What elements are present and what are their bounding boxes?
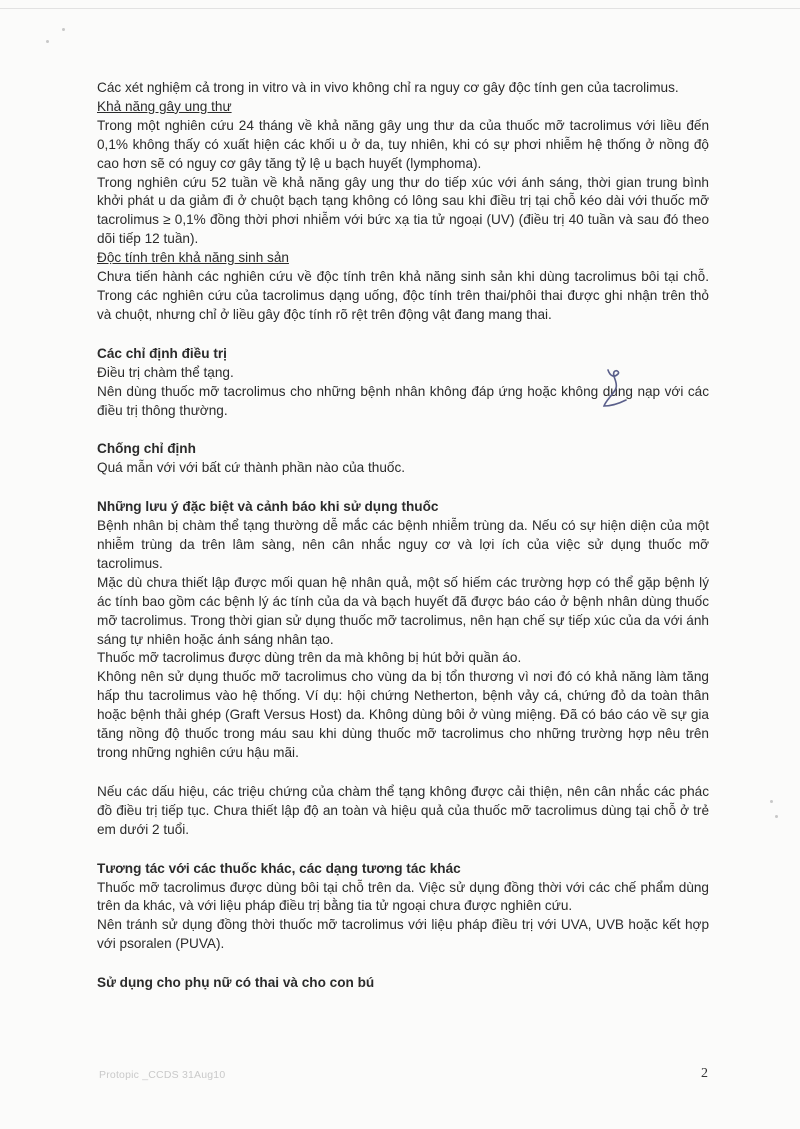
top-edge-line <box>0 8 800 9</box>
scan-speck <box>770 800 773 803</box>
warnings-paragraph-3: Thuốc mỡ tacrolimus được dùng trên da mà không bị hút bởi quần áo. <box>97 650 522 666</box>
indications-line-2: Nên dùng thuốc mỡ tacrolimus cho những bệnh nhân không đáp ứng hoặc không dung nạp với các điều trị thông thường. <box>97 383 709 418</box>
reproductive-toxicity-subheading: Độc tính trên khả năng sinh sản <box>97 250 289 266</box>
warnings-heading: Những lưu ý đặc biệt và cảnh báo khi sử dụng thuốc <box>97 499 439 515</box>
interactions-heading: Tương tác với các thuốc khác, các dạng tương tác khác <box>97 860 461 876</box>
indications-heading: Các chỉ định điều trị <box>97 345 227 361</box>
genotoxicity-paragraph: Các xét nghiệm cả trong in vitro và in vivo không chỉ ra nguy cơ gây độc tính gen của tacrolimus. <box>97 80 679 95</box>
carcinogenicity-subheading: Khả năng gây ung thư <box>97 98 232 114</box>
footer-doc-reference: Protopic _CCDS 31Aug10 <box>99 1069 226 1081</box>
interactions-paragraph-2: Nên tránh sử dụng đồng thời thuốc mỡ tacrolimus với liệu pháp điều trị với UVA, UVB hoặc kết hợp với psoralen (PUVA). <box>97 917 709 952</box>
interactions-paragraph-1: Thuốc mỡ tacrolimus được dùng bôi tại chỗ trên da. Việc sử dụng đồng thời với các chế phẩm dùng trên da khác, và với liệu pháp điều trị bằng tia tử ngoại chưa được nghiên cứu. <box>97 879 709 914</box>
reproductive-toxicity-paragraph: Chưa tiến hành các nghiên cứu về độc tính trên khả năng sinh sản khi dùng tacrolimus bôi tại chỗ. Trong các nghiên cứu của tacrolimus dạng uống, độc tính trên thai/phôi thai được ghi nhận trên thỏ và chuột, nhưng chỉ ở liều gây độc tính rõ rệt trên động vật đang mang thai. <box>97 269 709 322</box>
carcinogenicity-paragraph-2: Trong nghiên cứu 52 tuần về khả năng gây ung thư do tiếp xúc với ánh sáng, thời gian trung bình khởi phát u da giảm đi ở chuột bạch tạng không có lông sau khi điều trị tại chỗ kéo dài với thuốc mỡ tacrolimus ≥ 0,1% đồng thời phơi nhiễm với bức xạ tia tử ngoại (UV) (điều trị 40 tuần và sau đó theo dõi tiếp 12 tuần). <box>97 174 709 247</box>
document-body <box>97 79 709 993</box>
warnings-paragraph-1: Bệnh nhân bị chàm thể tạng thường dễ mắc các bệnh nhiễm trùng da. Nếu có sự hiện diện của một nhiễm trùng da trên lâm sàng, nên cân nhắc nguy cơ và lợi ích của việc sử dụng thuốc mỡ tacrolimus. <box>97 518 709 571</box>
scan-speck <box>46 40 49 43</box>
handwritten-signature <box>596 366 636 414</box>
warnings-paragraph-2: Mặc dù chưa thiết lập được mối quan hệ nhân quả, một số hiếm các trường hợp có thể gặp bệnh lý ác tính bao gồm các bệnh lý ác tính của da và bạch huyết đã được báo cáo ở bệnh nhân dùng thuốc mỡ tacrolimus. Trong thời gian sử dụng thuốc mỡ tacrolimus, nên hạn chế sự tiếp xúc của da với ánh sáng tự nhiên hoặc ánh sáng nhân tạo. <box>97 574 709 647</box>
carcinogenicity-paragraph-1: Trong một nghiên cứu 24 tháng về khả năng gây ung thư da của thuốc mỡ tacrolimus với liều đến 0,1% không thấy có xuất hiện các khối u ở da, tuy nhiên, khi có sự phơi nhiễm hệ thống ở nồng độ cao hơn sẽ có nguy cơ gây tăng tỷ lệ u bạch huyết (lymphoma). <box>97 117 709 171</box>
warnings-paragraph-4: Không nên sử dụng thuốc mỡ tacrolimus cho vùng da bị tổn thương vì nơi đó có khả năng làm tăng hấp thu tacrolimus vào hệ thống. Ví dụ: hội chứng Netherton, bệnh vảy cá, chứng đỏ da toàn thân hoặc bệnh thải ghép (Graft Versus Host) da. Không dùng bôi ở vùng miệng. Đã có báo cáo về sự gia tăng nồng độ thuốc trong máu sau khi dùng thuốc mỡ tacrolimus cho những trường hợp nêu trên trong những nghiên cứu hậu mãi. <box>97 669 709 760</box>
scan-speck <box>62 28 65 31</box>
scan-speck <box>775 815 778 818</box>
warnings-paragraph-5: Nếu các dấu hiệu, các triệu chứng của chàm thể tạng không được cải thiện, nên cân nhắc các phác đồ điều trị tiếp tục. Chưa thiết lập độ an toàn và hiệu quả của thuốc mỡ tacrolimus dùng tại chỗ ở trẻ em dưới 2 tuổi. <box>97 783 709 837</box>
contraindications-heading: Chống chỉ định <box>97 441 196 457</box>
indications-line-1: Điều trị chàm thể tạng. <box>97 364 234 380</box>
contraindications-text: Quá mẫn với với bất cứ thành phần nào của thuốc. <box>97 460 406 476</box>
pregnancy-heading: Sử dụng cho phụ nữ có thai và cho con bú <box>97 975 375 991</box>
page-number: 2 <box>701 1066 708 1081</box>
